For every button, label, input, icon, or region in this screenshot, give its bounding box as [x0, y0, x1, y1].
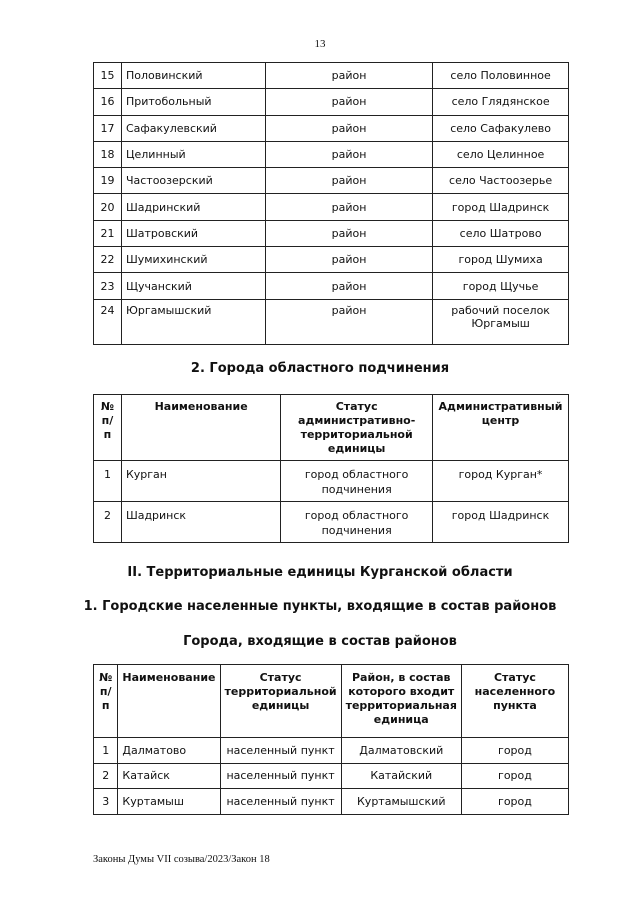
districts-table-continued	[93, 62, 569, 345]
header-status: Статус административно-территориальной единицы	[281, 395, 433, 461]
subsection-urban-heading: 1. Городские населенные пункты, входящие в состав районов	[83, 599, 557, 614]
table-row	[94, 63, 569, 89]
cell-name: Притобольный	[121, 89, 265, 115]
header-status: Статус территориальной единицы	[220, 665, 341, 738]
cell-settlement-status: город	[461, 763, 568, 789]
table-row	[94, 763, 569, 789]
cell-name: Катайск	[118, 763, 220, 789]
cell-admin-center: село Глядянское	[433, 89, 569, 115]
cell-name: Шумихинский	[121, 247, 265, 273]
cell-status: район	[265, 247, 432, 273]
cities-table	[93, 394, 569, 543]
cell-num: 22	[94, 247, 122, 273]
cell-status: населенный пункт	[220, 763, 341, 789]
subsection-towns-heading: Города, входящие в состав районов	[183, 634, 457, 649]
cell-num: 23	[94, 273, 122, 299]
table-row	[94, 141, 569, 167]
cell-status: район	[265, 141, 432, 167]
cell-district: Катайский	[341, 763, 461, 789]
cell-admin-center: город Шумиха	[433, 247, 569, 273]
cell-num: 2	[94, 502, 122, 543]
header-name: Наименование	[118, 665, 220, 738]
table-row	[94, 273, 569, 299]
table-row	[94, 789, 569, 815]
cell-admin-center: город Шадринск	[433, 194, 569, 220]
header-admin-center: Административный центр	[433, 395, 569, 461]
cell-status: район	[265, 299, 432, 344]
section-territorial-heading: II. Территориальные единицы Курганской области	[127, 565, 513, 580]
cell-name: Шадринск	[121, 502, 280, 543]
section-cities-heading: 2. Города областного подчинения	[190, 361, 450, 376]
table-row	[94, 194, 569, 220]
cell-num: 2	[94, 763, 118, 789]
cell-status: район	[265, 220, 432, 246]
header-district: Район, в состав которого входит территориальная единица	[341, 665, 461, 738]
cell-district: Куртамышский	[341, 789, 461, 815]
cell-status: район	[265, 63, 432, 89]
cell-status: населенный пункт	[220, 789, 341, 815]
table-row	[94, 247, 569, 273]
table-row	[94, 461, 569, 502]
header-name: Наименование	[121, 395, 280, 461]
cell-num: 20	[94, 194, 122, 220]
cell-num: 17	[94, 115, 122, 141]
cell-num: 18	[94, 141, 122, 167]
cell-name: Шадринский	[121, 194, 265, 220]
cell-status: район	[265, 168, 432, 194]
cell-name: Курган	[121, 461, 280, 502]
cell-settlement-status: город	[461, 738, 568, 764]
footer-reference: Законы Думы VII созыва/2023/Закон 18	[93, 854, 270, 865]
cities-table-body	[94, 461, 569, 543]
cell-name: Юргамышский	[121, 299, 265, 344]
header-num: № п/п	[94, 665, 118, 738]
cell-num: 1	[94, 461, 122, 502]
table-row	[94, 738, 569, 764]
header-num: № п/п	[94, 395, 122, 461]
header-settlement-status: Статус населенного пункта	[461, 665, 568, 738]
cell-name: Далматово	[118, 738, 220, 764]
cell-num: 16	[94, 89, 122, 115]
page-number: 13	[314, 38, 326, 50]
cell-settlement-status: город	[461, 789, 568, 815]
districts-table-body	[94, 63, 569, 345]
cell-status: город областного подчинения	[281, 502, 433, 543]
cell-admin-center: село Шатрово	[433, 220, 569, 246]
table-row	[94, 220, 569, 246]
cell-num: 3	[94, 789, 118, 815]
cell-num: 21	[94, 220, 122, 246]
cell-name: Щучанский	[121, 273, 265, 299]
cell-num: 1	[94, 738, 118, 764]
table-row	[94, 502, 569, 543]
cell-admin-center: село Половинное	[433, 63, 569, 89]
cell-name: Целинный	[121, 141, 265, 167]
cell-admin-center: село Сафакулево	[433, 115, 569, 141]
cell-name: Сафакулевский	[121, 115, 265, 141]
table-header-row	[94, 395, 569, 461]
cell-status: район	[265, 115, 432, 141]
cell-name: Частоозерский	[121, 168, 265, 194]
cell-name: Шатровский	[121, 220, 265, 246]
cell-status: населенный пункт	[220, 738, 341, 764]
table-row	[94, 299, 569, 344]
cell-admin-center: город Шадринск	[433, 502, 569, 543]
cell-status: район	[265, 194, 432, 220]
table-row	[94, 115, 569, 141]
cell-district: Далматовский	[341, 738, 461, 764]
table-header-row	[94, 665, 569, 738]
cell-num: 24	[94, 299, 122, 344]
cell-admin-center: село Частоозерье	[433, 168, 569, 194]
cell-status: город областного подчинения	[281, 461, 433, 502]
cell-admin-center: село Целинное	[433, 141, 569, 167]
cell-num: 15	[94, 63, 122, 89]
cell-admin-center: город Щучье	[433, 273, 569, 299]
cell-name: Куртамыш	[118, 789, 220, 815]
towns-table-body	[94, 738, 569, 815]
cell-num: 19	[94, 168, 122, 194]
cell-status: район	[265, 89, 432, 115]
cell-status: район	[265, 273, 432, 299]
towns-table	[93, 664, 569, 815]
cell-admin-center: рабочий поселок Юргамыш	[433, 299, 569, 344]
cell-name: Половинский	[121, 63, 265, 89]
table-row	[94, 89, 569, 115]
cell-admin-center: город Курган*	[433, 461, 569, 502]
table-row	[94, 168, 569, 194]
